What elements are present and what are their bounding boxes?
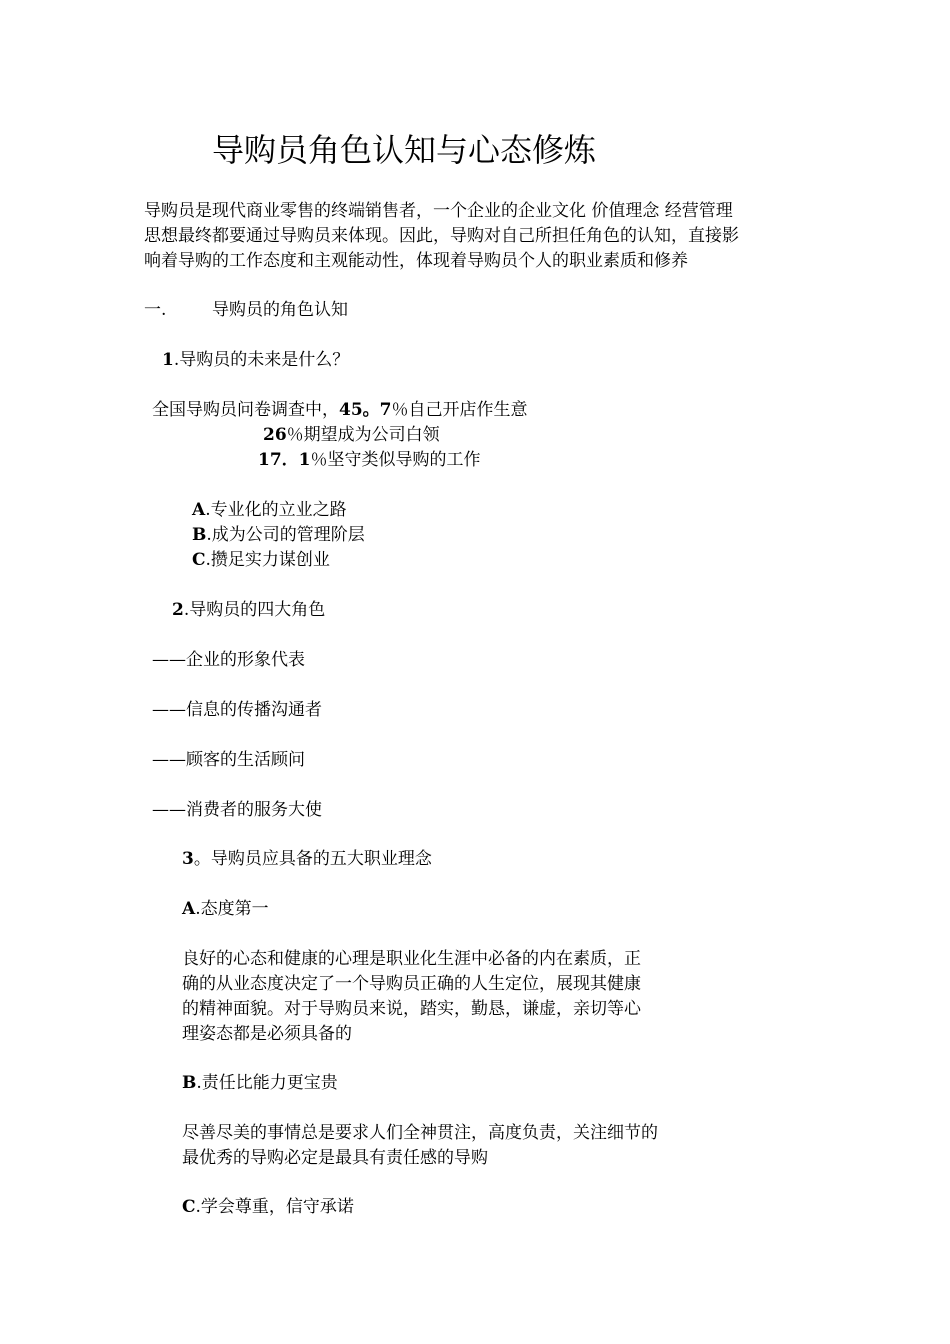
- survey-text: ％期望成为公司白领: [286, 425, 440, 445]
- concept-body-line: 确的从业态度决定了一个导购员正确的人生定位，展现其健康: [182, 974, 641, 994]
- role-item: ——消费者的服务大使: [152, 800, 322, 820]
- option-letter: B: [192, 525, 207, 545]
- survey-percent: 26: [263, 425, 287, 445]
- survey-line: [258, 448, 481, 473]
- survey-line: [263, 423, 440, 448]
- concept-title: .态度第一: [195, 899, 269, 919]
- concept-body-line: 良好的心态和健康的心理是职业化生涯中必备的内在素质，正: [182, 949, 641, 969]
- intro-line: 响着导购的工作态度和主观能动性，体现着导购员个人的职业素质和修养: [144, 251, 688, 271]
- concept-heading: [182, 1071, 338, 1096]
- concept-letter: C: [182, 1197, 196, 1217]
- survey-percent: 45。7: [339, 400, 392, 420]
- question-number: 3: [182, 849, 194, 869]
- intro-line: 思想最终都要通过导购员来体现。因此，导购对自己所担任角色的认知，直接影: [144, 226, 739, 246]
- question-heading: [172, 598, 325, 623]
- option-text: .专业化的立业之路: [205, 500, 347, 520]
- section-number: 一.: [144, 300, 167, 320]
- concept-body-line: 尽善尽美的事情总是要求人们全神贯注，高度负责，关注细节的: [182, 1123, 658, 1143]
- option-letter: A: [192, 500, 206, 520]
- option-letter: C: [192, 550, 206, 570]
- option-item: [192, 498, 347, 523]
- survey-percent: 17．1: [258, 450, 311, 470]
- concept-letter: B: [182, 1073, 197, 1093]
- concept-body-line: 的精神面貌。对于导购员来说，踏实，勤恳，谦虚，亲切等心: [182, 999, 641, 1019]
- concept-body-line: 最优秀的导购必定是最具有责任感的导购: [182, 1148, 488, 1168]
- option-item: [192, 523, 365, 548]
- document-title: 导购员角色认知与心态修炼: [212, 131, 597, 169]
- role-item: ——顾客的生活顾问: [152, 750, 305, 770]
- question-number: 2: [172, 600, 184, 620]
- option-text: .成为公司的管理阶层: [206, 525, 365, 545]
- concept-title: .学会尊重，信守承诺: [195, 1197, 354, 1217]
- question-title: .导购员的未来是什么？: [173, 350, 350, 370]
- survey-lead: 全国导购员问卷调查中，: [152, 400, 339, 420]
- role-item: ——信息的传播沟通者: [152, 700, 322, 720]
- option-item: [192, 548, 330, 573]
- question-heading: [182, 847, 432, 872]
- concept-body-line: 理姿态都是必须具备的: [182, 1024, 352, 1044]
- question-title: .导购员的四大角色: [183, 600, 326, 620]
- role-item: ——企业的形象代表: [152, 650, 305, 670]
- question-heading: [162, 348, 349, 373]
- concept-heading: [182, 1195, 354, 1220]
- concept-letter: A: [182, 899, 196, 919]
- concept-heading: [182, 897, 269, 922]
- survey-text: ％坚守类似导购的工作: [310, 450, 481, 470]
- concept-title: .责任比能力更宝贵: [196, 1073, 338, 1093]
- option-text: .攒足实力谋创业: [205, 550, 330, 570]
- survey-line: [152, 398, 528, 423]
- question-title: 。导购员应具备的五大职业理念: [193, 849, 432, 869]
- survey-text: ％自己开店作生意: [391, 400, 528, 420]
- intro-line: 导购员是现代商业零售的终端销售者，一个企业的企业文化 价值理念 经营管理: [144, 201, 733, 221]
- question-number: 1: [162, 350, 174, 370]
- section-heading: 导购员的角色认知: [212, 300, 348, 320]
